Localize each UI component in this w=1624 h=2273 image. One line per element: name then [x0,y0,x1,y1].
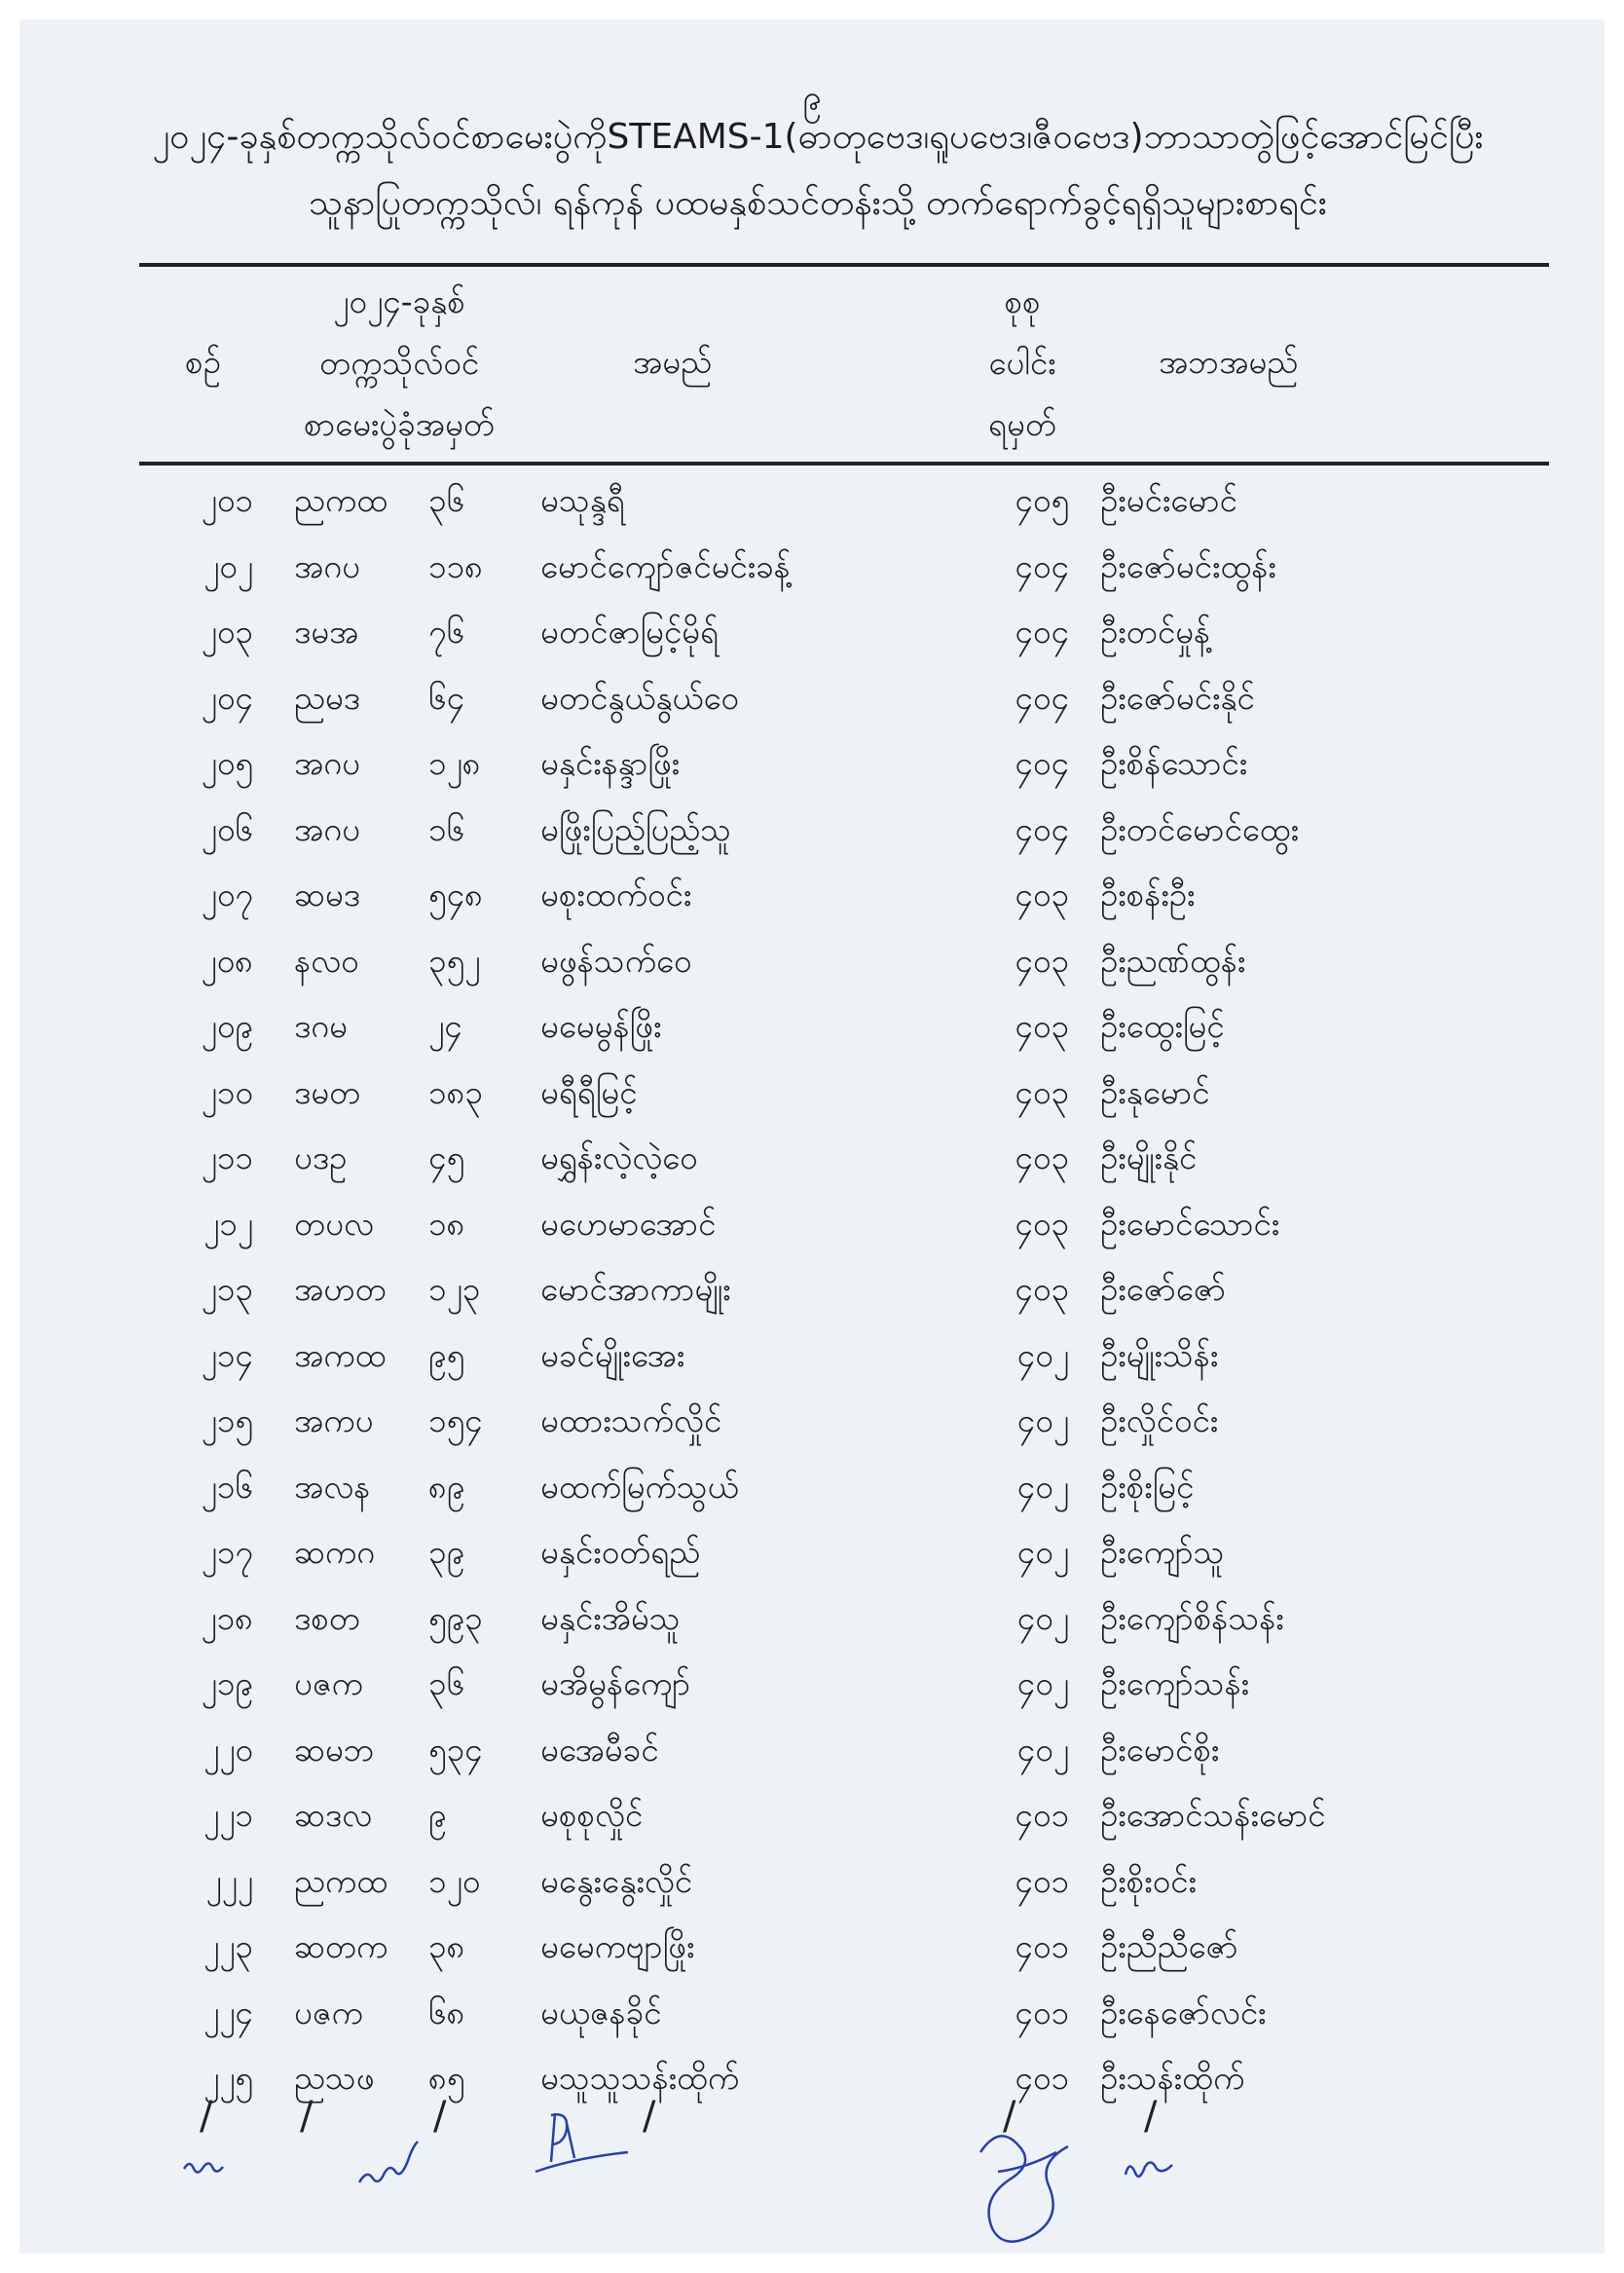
cell-roll-prefix: ပဇက [294,1993,363,2031]
header-father-name: အဘအမည် [1159,343,1299,381]
cell-serial-no: ၂၂၀ [203,1730,253,1769]
cell-name: မဖွန်သက်ဝေ [540,941,692,980]
table-row [0,866,1509,932]
cell-roll-number: ၉ [428,1796,447,1835]
cell-name: မနှင်းဝတ်ရည် [540,1533,701,1572]
cell-total-marks: ၄၀၃ [1015,876,1069,914]
header-total-marks [964,271,1081,455]
cell-father-name: ဦးအောင်သန်းမောင် [1100,1796,1326,1835]
cell-serial-no: ၂၂၁ [203,1796,253,1835]
cell-total-marks: ၄၀၂ [1016,1401,1069,1440]
table-row [0,1129,1509,1195]
cell-total-marks: ၄၀၃ [1015,1072,1069,1111]
cell-serial-no: ၂၀၉ [201,1007,253,1046]
table-row [0,1063,1509,1130]
cell-roll-number: ၁၅၄ [428,1401,483,1440]
cell-serial-no: ၂၁၂ [203,1204,253,1243]
cell-total-marks: ၄၀၂ [1016,1664,1069,1703]
cell-name: မတင်ဇာမြင့်မိုရ် [540,613,719,652]
cell-name: မောင်အာကာမျိုး [540,1270,731,1309]
table-row [0,1392,1509,1458]
cell-name: မရွှန်းလဲ့လဲ့ဝေ [540,1138,698,1177]
cell-father-name: ဦးတင်မှုန့် [1100,613,1211,652]
table-row [0,1786,1509,1852]
cell-total-marks: ၄၀၃ [1015,1007,1069,1046]
header-total-line-3: ရမှတ် [988,405,1056,443]
cell-total-marks: ၄၀၂ [1016,1467,1069,1506]
cell-name: မမေကဗျာဖြိုး [540,1927,695,1966]
cell-total-marks: ၄၀၄ [1015,744,1069,783]
table-row [0,801,1509,867]
cell-father-name: ဦးလှိုင်ဝင်း [1100,1401,1219,1440]
cell-roll-number: ၁၂၃ [428,1270,481,1309]
cell-total-marks: ၄၀၃ [1015,1138,1069,1177]
cell-father-name: ဦးညဏ်ထွန်း [1100,941,1246,980]
cell-total-marks: ၄၀၁ [1015,1927,1069,1966]
cell-serial-no: ၂၂၃ [203,1927,253,1966]
cell-roll-prefix: အလန [294,1467,371,1506]
cell-serial-no: ၂၁၃ [201,1270,253,1309]
cell-name: မောင်ကျော်ဇင်မင်းခန့် [540,546,791,585]
cell-father-name: ဦးစိန်သောင်း [1100,744,1248,783]
cell-roll-number: ၅၉၃ [428,1598,483,1637]
cell-name: မထားသက်လှိုင် [540,1401,722,1440]
cell-serial-no: ၂၁၇ [201,1533,253,1572]
cell-total-marks: ၄၀၃ [1015,1270,1069,1309]
cell-roll-number: ၁၁၈ [428,546,483,585]
cell-father-name: ဦးမျိုးနိုင် [1100,1138,1198,1177]
cell-serial-no: ၂၁၆ [201,1467,253,1506]
cell-total-marks: ၄၀၄ [1015,809,1069,848]
header-roll-line-2: တက္ကသိုလ်ဝင် [318,344,480,382]
cell-serial-no: ၂၁၄ [201,1335,253,1374]
cell-roll-prefix: ဆတက [294,1927,388,1966]
header-roll-line-1: ၂၀၂၄-ခုနှစ် [333,282,465,320]
cell-roll-prefix: ဒမတ [294,1072,361,1111]
cell-roll-number: ၅၄၈ [428,876,483,914]
table-row [0,538,1509,604]
cell-roll-prefix: ညကထ [294,481,388,520]
cell-serial-no: ၂၀၆ [201,809,253,848]
cell-father-name: ဦးမောင်သောင်း [1100,1204,1280,1243]
cell-name: မထက်မြက်သွယ် [540,1467,739,1506]
cell-father-name: ဦးကျော်စိန်သန်း [1100,1598,1284,1637]
table-top-rule [139,263,1549,267]
cell-name: မသူသူသန်းထိုက် [540,2059,740,2098]
handwritten-signature [180,2147,239,2186]
slash-mark: / [200,2094,213,2139]
table-row [0,1984,1509,2050]
cell-total-marks: ၄၀၁ [1015,1796,1069,1835]
cell-name: မစုးထက်ဝင်း [540,876,692,914]
cell-total-marks: ၄၀၄ [1015,678,1069,717]
table-row [0,1589,1509,1656]
cell-total-marks: ၄၀၂ [1016,1533,1069,1572]
cell-father-name: ဦးနေဇော်လင်း [1100,1993,1267,2031]
cell-roll-number: ၈၉ [428,1467,465,1506]
cell-roll-prefix: အဟတ [294,1270,387,1309]
slash-mark: / [300,2094,314,2139]
cell-roll-number: ၂၄ [428,1007,462,1046]
cell-name: မခင်မျိုးအေး [540,1335,685,1374]
cell-total-marks: ၄၀၃ [1015,1204,1069,1243]
cell-roll-prefix: ဆမဒ [294,876,360,914]
cell-roll-number: ၃၈ [428,1927,465,1966]
cell-total-marks: ၄၀၁ [1015,1993,1069,2031]
cell-father-name: ဦးတင်မောင်ထွေး [1100,809,1299,848]
cell-roll-number: ၆၈ [428,1993,465,2031]
cell-serial-no: ၂၂၂ [205,1861,253,1900]
cell-roll-prefix: ဆမဘ [294,1730,375,1769]
table-row [0,932,1509,998]
table-row [0,1655,1509,1721]
handwritten-signature [526,2104,633,2181]
cell-roll-prefix: ညမဒ [294,678,360,717]
header-total-line-2: ပေါင်း [988,344,1056,382]
cell-roll-number: ၆၄ [428,678,465,717]
cell-name: မနှင်းနန္ဒာဖြိုး [540,744,681,783]
cell-roll-prefix: ပဇက [294,1664,363,1703]
cell-name: မအိမွန်ကျော် [540,1664,691,1703]
header-total-line-1: စုစု [1004,282,1041,320]
cell-serial-no: ၂၂၅ [203,2059,253,2098]
cell-father-name: ဦးမောင်စိုး [1100,1730,1220,1769]
student-list-table [0,471,1509,2115]
cell-roll-number: ၅၃၄ [428,1730,483,1769]
document-title-line-1: ၂၀၂၄-ခုနှစ်တက္ကသိုလ်ဝင်စာမေးပွဲကိုSTEAMS-1(ဓာတုဗေဒ၊ရူပဗေဒ၊ဇီဝဗေဒ)ဘာသာတွဲဖြင့်အောင်မြင်ပြီး [152,117,1484,157]
handwritten-signature [355,2138,424,2196]
cell-roll-prefix: အဂပ [294,744,360,783]
cell-roll-number: ၃၆ [428,481,465,520]
cell-father-name: ဦးညီညီဇော် [1100,1927,1238,1966]
cell-roll-prefix: ဆဒလ [294,1796,373,1835]
handwritten-signature [1122,2147,1180,2186]
cell-father-name: ဦးကျော်သူ [1100,1533,1225,1572]
cell-serial-no: ၂၀၇ [201,876,253,914]
cell-name: မယုဇနခိုင် [540,1993,662,2031]
cell-total-marks: ၄၀၁ [1015,2059,1069,2098]
cell-father-name: ဦးနုမောင် [1100,1072,1210,1111]
cell-total-marks: ၄၀၂ [1016,1598,1069,1637]
cell-father-name: ဦးစိုးဝင်း [1100,1861,1197,1900]
table-row [0,669,1509,735]
cell-father-name: ဦးကျော်သန်း [1100,1664,1250,1703]
cell-serial-no: ၂၀၈ [201,941,253,980]
cell-total-marks: ၄၀၂ [1016,1335,1069,1374]
cell-roll-number: ၁၂၀ [428,1861,481,1900]
cell-roll-prefix: ညသဖ [294,2059,375,2098]
cell-total-marks: ၄၀၃ [1015,941,1069,980]
cell-name: မစုစုလှိုင် [540,1796,644,1835]
cell-father-name: ဦးဇော်မင်းနိုင် [1100,678,1255,717]
cell-serial-no: ၂၁၀ [201,1072,253,1111]
cell-roll-prefix: ဒစတ [294,1598,360,1637]
cell-total-marks: ၄၀၁ [1015,1861,1069,1900]
cell-name: မဖြိုးပြည့်ပြည့်သူ [540,809,732,848]
cell-name: မသုန္ဒရီ [540,481,625,520]
cell-father-name: ဦးစိုးမြင့် [1100,1467,1195,1506]
slash-mark: / [1144,2094,1158,2139]
cell-serial-no: ၂၂၄ [203,1993,253,2031]
cell-roll-prefix: ဒမအ [294,613,359,652]
table-row [0,1195,1509,1261]
signature-row [0,2094,1624,2269]
cell-name: မနှင်းအိမ်သူ [540,1598,681,1637]
cell-serial-no: ၂၁၁ [201,1138,253,1177]
cell-father-name: ဦးဇော်ဇော် [1100,1270,1226,1309]
table-row [0,997,1509,1063]
table-row [0,734,1509,801]
cell-roll-prefix: တပလ [294,1204,374,1243]
table-row [0,1918,1509,1984]
cell-roll-number: ၃၆ [428,1664,465,1703]
cell-name: မရီရီမြင့် [540,1072,638,1111]
table-row [0,1523,1509,1589]
header-serial-no: စဉ် [185,343,221,381]
handwritten-signature [969,2104,1076,2250]
slash-mark: / [1003,2094,1016,2139]
cell-serial-no: ၂၀၅ [201,744,253,783]
cell-name: မနွေးနွေးလှိုင် [540,1861,693,1900]
table-row [0,471,1509,538]
header-exam-roll-no [273,271,526,455]
cell-father-name: ဦးဇော်မင်းထွန်း [1100,546,1276,585]
cell-total-marks: ၄၀၂ [1016,1730,1069,1769]
cell-roll-number: ၃၉ [428,1533,465,1572]
table-row [0,1458,1509,1524]
header-roll-line-3: စာမေးပွဲခုံအမှတ် [304,405,495,443]
slash-mark: / [643,2094,656,2139]
cell-father-name: ဦးမျိုးသိန်း [1100,1335,1219,1374]
cell-name: မမေမွန်ဖြိုး [540,1007,662,1046]
cell-name: မအေမီခင် [540,1730,659,1769]
cell-roll-number: ၄၅ [428,1138,465,1177]
slash-mark: / [433,2094,447,2139]
table-row [0,1326,1509,1393]
cell-serial-no: ၂၀၂ [203,546,253,585]
cell-roll-prefix: ညကထ [294,1861,388,1900]
cell-roll-prefix: ဒဂမ [294,1007,348,1046]
cell-roll-prefix: ဆကဂ [294,1533,376,1572]
cell-father-name: ဦးစန်းဦး [1100,876,1196,914]
cell-roll-prefix: ပဒဥ [294,1138,348,1177]
cell-serial-no: ၂၁၉ [201,1664,253,1703]
cell-roll-number: ၁၈၃ [428,1072,483,1111]
cell-roll-number: ၈၅ [428,2059,465,2098]
header-name: အမည် [633,343,713,381]
cell-serial-no: ၂၀၃ [201,613,253,652]
cell-name: မတင်နွယ်နွယ်ဝေ [540,678,739,717]
cell-roll-prefix: အကထ [294,1335,387,1374]
cell-roll-number: ၇၆ [428,613,465,652]
cell-father-name: ဦးသန်းထိုက် [1100,2059,1245,2098]
document-title-line-2: သူနာပြုတက္ကသိုလ်၊ ရန်ကုန် ပထမနှစ်သင်တန်းသို့ တက်ရောက်ခွင့်ရရှိသူများစာရင်း [309,183,1327,223]
cell-roll-number: ၁၆ [428,809,465,848]
table-row [0,1852,1509,1919]
cell-roll-number: ၃၅၂ [428,941,481,980]
table-row [0,1721,1509,1787]
table-row [0,1260,1509,1326]
cell-roll-prefix: နလ၀ [294,941,359,980]
cell-father-name: ဦးမင်းမောင် [1100,481,1237,520]
table-row [0,603,1509,669]
table-header-rule [139,462,1549,466]
cell-serial-no: ၂၁၅ [201,1401,253,1440]
cell-roll-number: ၁၈ [428,1204,465,1243]
cell-total-marks: ၄၀၄ [1015,546,1069,585]
page-number: ၉ [802,79,822,118]
cell-serial-no: ၂၀၄ [201,678,253,717]
cell-roll-prefix: အကပ [294,1401,374,1440]
cell-roll-number: ၁၂၈ [428,744,481,783]
cell-name: မဟေမာအောင် [540,1204,717,1243]
cell-serial-no: ၂၀၁ [201,481,253,520]
cell-total-marks: ၄၀၅ [1015,481,1069,520]
cell-father-name: ဦးထွေးမြင့် [1100,1007,1225,1046]
cell-total-marks: ၄၀၄ [1015,613,1069,652]
cell-roll-number: ၉၅ [428,1335,465,1374]
cell-roll-prefix: အဂပ [294,809,360,848]
cell-serial-no: ၂၁၈ [201,1598,253,1637]
cell-roll-prefix: အဂပ [294,546,360,585]
